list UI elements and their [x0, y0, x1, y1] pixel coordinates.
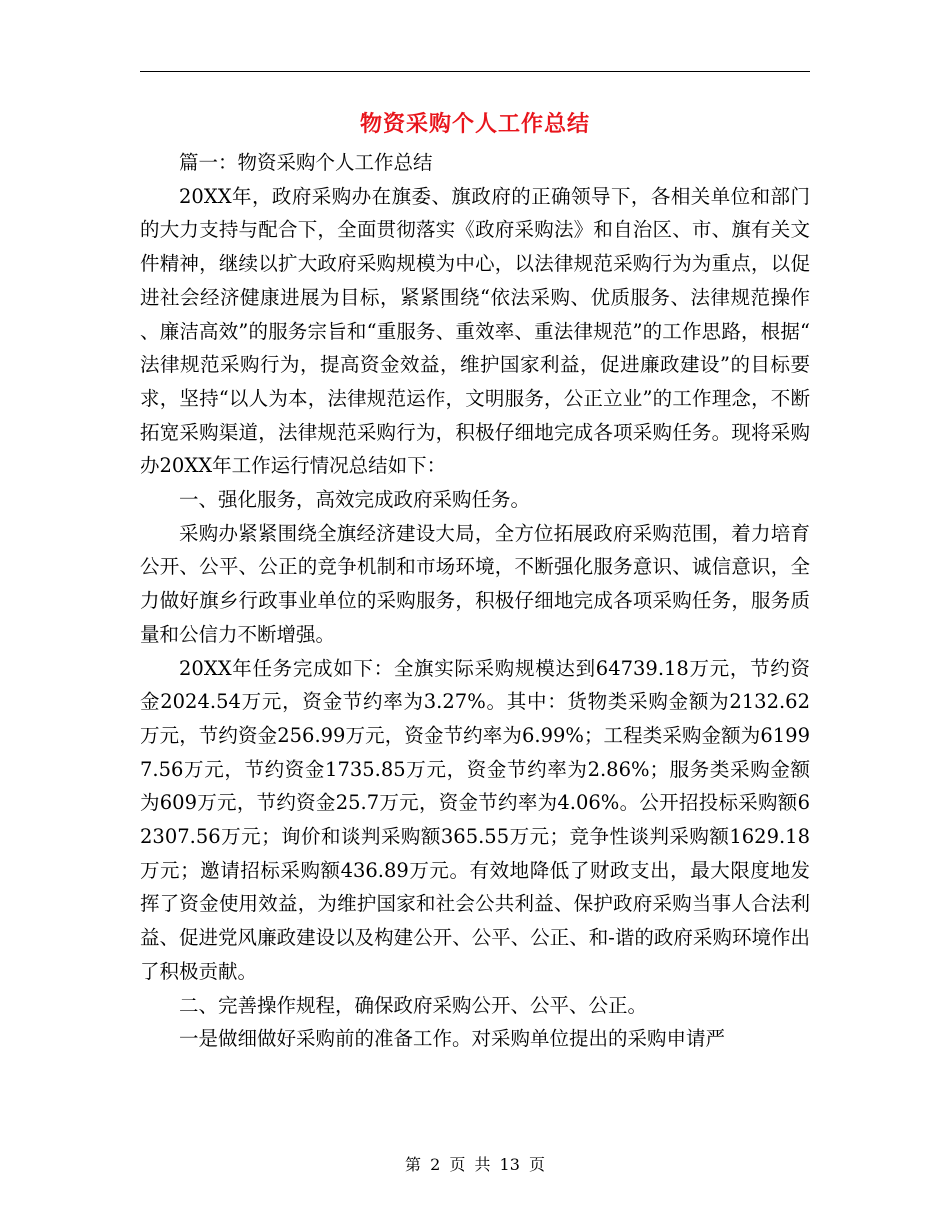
subsection-heading: 一、强化服务，高效完成政府采购任务。 [179, 488, 531, 512]
body-paragraph: 20XX年任务完成如下：全旗实际采购规模达到64739.18万元，节约资金2024.54万元，资金节约率为3.27%。其中：货物类采购金额为2132.62万元，节约资金256.99万元，资金节约率为6.99%；工程类采购金额为61997.56万元，节约资金1735.85万元，资金节约率为2.86%；服务类采购金额为609万元，节约资金25.7万元，资金节约率为4.06%。公开招投标采购额62307.56万元；询价和谈判采购额365.55万元；竞争性谈判采购额1629.18万元；邀请招标采购额436.89万元。有效地降低了财政支出，最大限度地发挥了资金使用效益，为维护国家和社会公共利益、保护政府采购当事人合法利益、促进党风廉政建设以及构建公开、公平、公正、和-谐的政府采购环境作出了积极贡献。 [140, 656, 810, 983]
header-rule [140, 71, 810, 72]
body-paragraph: 采购办紧紧围绕全旗经济建设大局，全方位拓展政府采购范围，着力培育公开、公平、公正的竞争机制和市场环境，不断强化服务意识、诚信意识，全力做好旗乡行政事业单位的采购服务，积极仔细地完成各项采购任务，服务质量和公信力不断增强。 [140, 521, 810, 646]
body-paragraph: 一是做细做好采购前的准备工作。对采购单位提出的采购申请严 [179, 1027, 726, 1051]
document-body [140, 146, 810, 1056]
subsection-heading: 二、完善操作规程，确保政府采购公开、公平、公正。 [179, 993, 648, 1017]
page-number-footer: 第 2 页 共 13 页 [405, 1155, 545, 1174]
section-heading: 篇一：物资采购个人工作总结 [179, 151, 433, 174]
body-paragraph: 20XX年，政府采购办在旗委、旗政府的正确领导下，各相关单位和部门的大力支持与配合下，全面贯彻落实《政府采购法》和自治区、市、旗有关文件精神，继续以扩大政府采购规模为中心，以法律规范采购行为为重点，以促进社会经济健康进展为目标，紧紧围绕“依法采购、优质服务、法律规范操作、廉洁高效”的服务宗旨和“重服务、重效率、重法律规范”的工作思路，根据“法律规范采购行为，提高资金效益，维护国家利益，促进廉政建设”的目标要求，坚持“以人为本，法律规范运作，文明服务，公正立业”的工作理念，不断拓宽采购渠道，法律规范采购行为，积极仔细地完成各项采购任务。现将采购办20XX年工作运行情况总结如下： [140, 184, 810, 478]
document-title: 物资采购个人工作总结 [359, 112, 590, 137]
